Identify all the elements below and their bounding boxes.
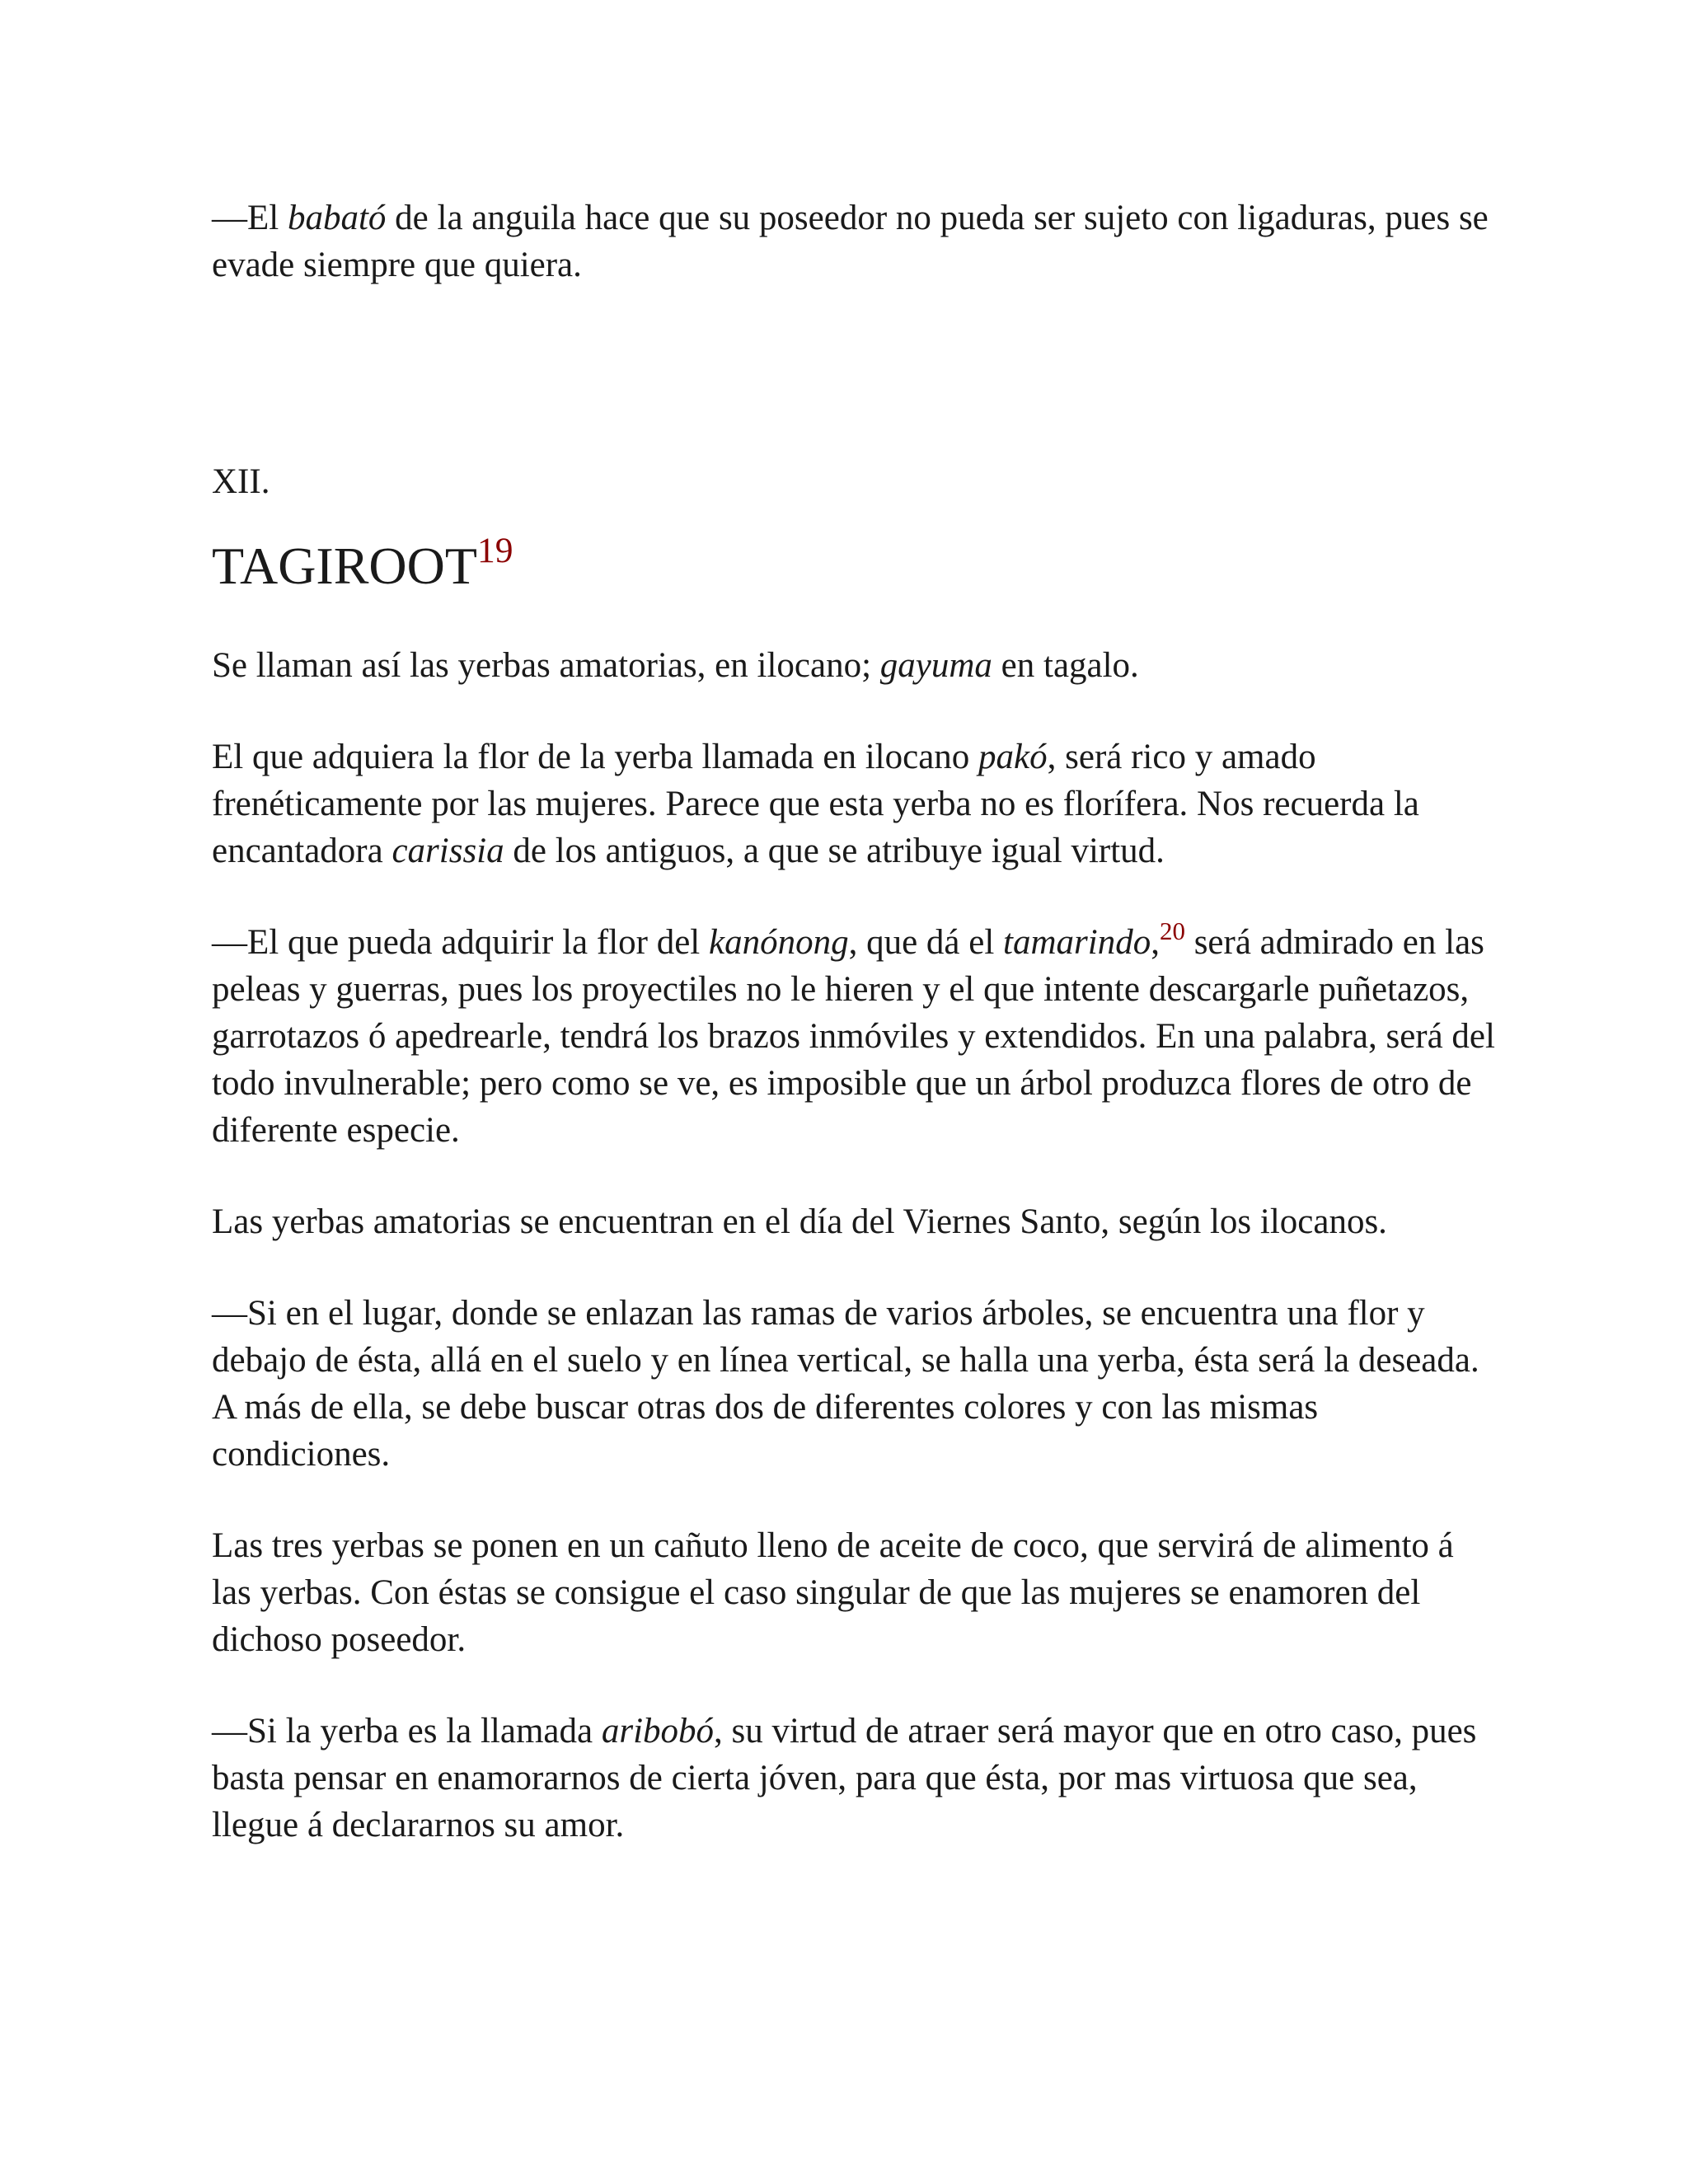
paragraph-kanonong (212, 916, 1498, 1154)
text-run: El que adquiera la flor de la yerba llamada en ilocano (212, 738, 979, 776)
italic-term: tamarindo (1003, 923, 1151, 962)
italic-term: pakó (978, 738, 1048, 776)
text-run: Se llaman así las yerbas amatorias, en ilocano; (212, 646, 880, 685)
paragraph-intro (212, 642, 1498, 689)
paragraph-aribobo (212, 1708, 1498, 1849)
text-run: —Si la yerba es la llamada (212, 1712, 602, 1750)
text-run: será admirado en las peleas y guerras, pues los proyectiles no le hieren y el que intente descargarle puñetazos, garrotazos ó apedrearle, tendrá los brazos inmóviles y extendidos. En una palabra, será del todo invulnerable; pero como se ve, es imposible que un árbol produzca flores de otro de diferente especie. (212, 923, 1495, 1150)
italic-term: babató (287, 199, 387, 237)
paragraph-viernes-santo: Las yerbas amatorias se encuentran en el día del Viernes Santo, según los ilocanos. (212, 1202, 1387, 1241)
text-run: —El (212, 199, 288, 237)
paragraph-tres-yerbas: Las tres yerbas se ponen en un cañuto lleno de aceite de coco, que servirá de alimento á las yerbas. Con éstas se consigue el caso singular de que las mujeres se enamoren del dichoso poseedor. (212, 1526, 1454, 1659)
paragraph-pako (212, 733, 1498, 874)
paragraph-babato (212, 194, 1498, 288)
section-number: XII. (212, 462, 270, 501)
text-run: de los antiguos, a que se atribuye igual virtud. (504, 832, 1165, 870)
italic-term: kanónong (709, 923, 849, 962)
text-run: , su virtud de atraer será mayor que en otro caso, pues basta pensar en enamorarnos de cierta jóven, para que ésta, por mas virtuosa que sea, llegue á declararnos su amor. (212, 1712, 1477, 1844)
text-run: , que dá el (848, 923, 1004, 962)
footnote-link-20[interactable]: 20 (1159, 916, 1185, 945)
paragraph-lugar: —Si en el lugar, donde se enlazan las ramas de varios árboles, se encuentra una flor y debajo de ésta, allá en el suelo y en línea vertical, se halla una yerba, ésta será la deseada. A más de ella, se debe buscar otras dos de diferentes colores y con las mismas condiciones. (212, 1294, 1479, 1474)
page-content (212, 194, 1498, 1893)
italic-term: gayuma (879, 646, 992, 685)
text-run: —El que pueda adquirir la flor del (212, 923, 709, 962)
text-run: , (1151, 923, 1160, 962)
section-title (212, 530, 1498, 599)
footnote-link-19[interactable]: 19 (476, 530, 513, 570)
italic-term: aribobó (601, 1712, 715, 1750)
section-title-text: TAGIROOT (212, 537, 477, 595)
text-run: en tagalo. (992, 646, 1139, 685)
text-run: , será rico y amado frenéticamente por las mujeres. Parece que esta yerba no es florífera. Nos recuerda la encantadora (212, 738, 1419, 870)
text-run: de la anguila hace que su poseedor no pueda ser sujeto con ligaduras, pues se evade siempre que quiera. (212, 199, 1489, 284)
italic-term: carissia (392, 832, 504, 870)
